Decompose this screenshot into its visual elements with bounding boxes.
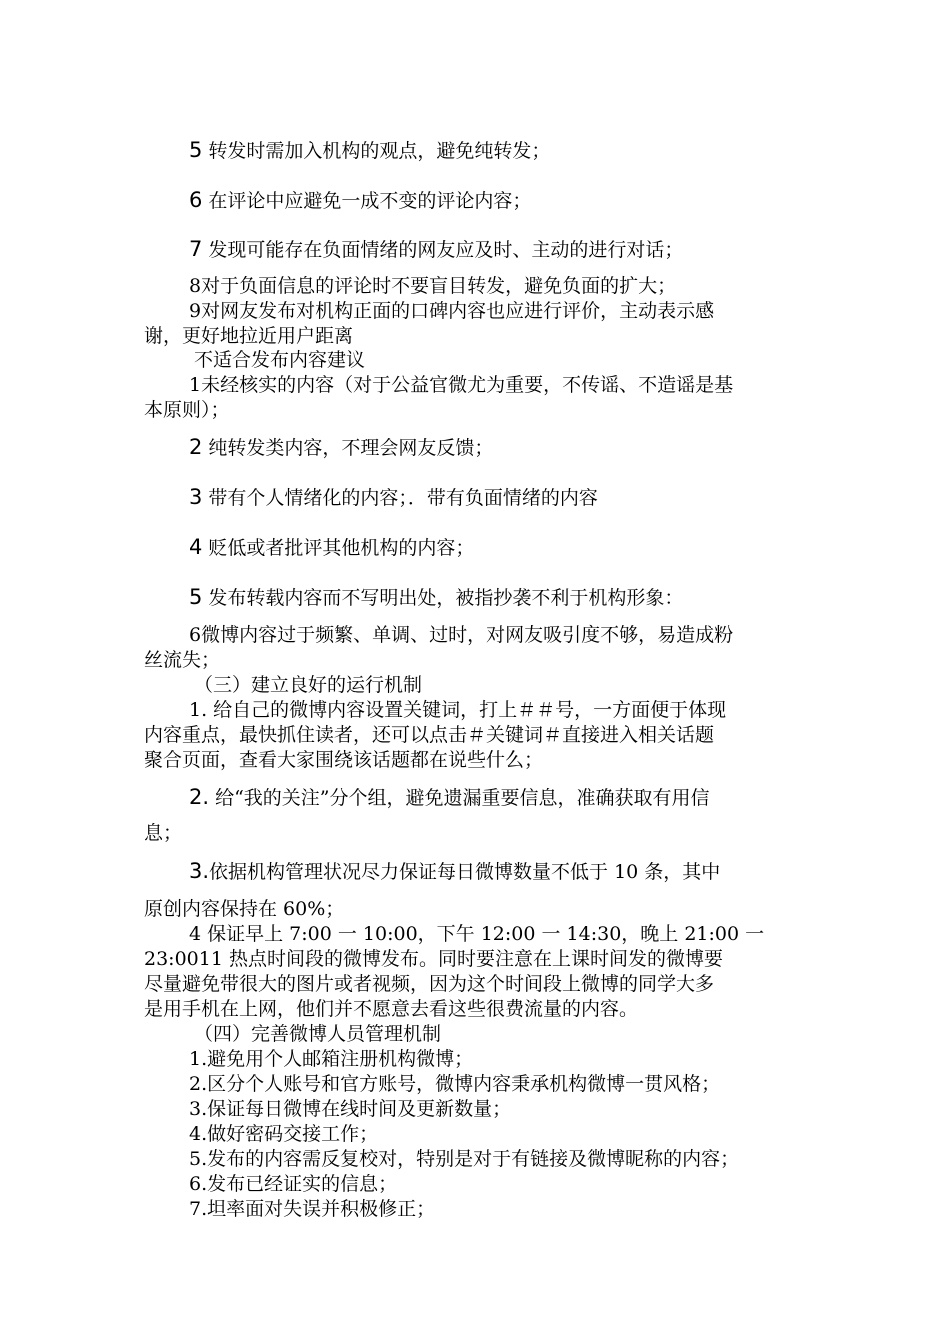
- text-line: 4 保证早上 7:00 一 10:00，下午 12:00 一 14:30，晚上 21:00 一: [189, 923, 765, 945]
- section-heading: （四）完善微博人员管理机制: [194, 1023, 442, 1045]
- list-item: 4.做好密码交接工作；: [189, 1123, 379, 1145]
- item-number: 2: [189, 435, 203, 459]
- list-item: 3.保证每日微博在线时间及更新数量；: [189, 1098, 512, 1120]
- item-number: 3.: [189, 859, 210, 883]
- text-line: 尽量避免带很大的图片或者视频，因为这个时间段上微博的同学大多: [144, 973, 715, 995]
- text-line: 6微博内容过于频繁、单调、过时，对网友吸引度不够，易造成粉: [189, 624, 734, 646]
- list-item: 5.发布的内容需反复校对，特别是对于有链接及微博昵称的内容；: [189, 1148, 740, 1170]
- list-item: 1.避免用个人邮箱注册机构微博；: [189, 1048, 474, 1070]
- text-line: 7 发现可能存在负面情绪的网友应及时、主动的进行对话；: [189, 237, 684, 261]
- text-line: 丝流失；: [144, 649, 221, 671]
- text-line: 8对于负面信息的评论时不要盲目转发，避免负面的扩大；: [189, 275, 677, 297]
- section-heading: （三）建立良好的运行机制: [194, 674, 423, 696]
- text-line: 4 贬低或者批评其他机构的内容；: [189, 535, 475, 559]
- list-item: 2.区分个人账号和官方账号，微博内容秉承机构微博一贯风格；: [189, 1073, 721, 1095]
- text-line: 2. 给“我的关注”分个组，避免遗漏重要信息，准确获取有用信: [189, 785, 710, 809]
- text-line: 5 发布转载内容而不写明出处，被指抄袭不利于机构形象：: [189, 585, 684, 609]
- text-line: 3 带有个人情绪化的内容；．带有负面情绪的内容: [189, 485, 598, 509]
- item-number: 3: [189, 485, 203, 509]
- text-line: 内容重点，最快抓住读者，还可以点击＃关键词＃直接进入相关话题: [144, 724, 715, 746]
- section-heading: 不适合发布内容建议: [194, 349, 366, 371]
- list-item: 6.发布已经证实的信息；: [189, 1173, 398, 1195]
- text-line: 3.依据机构管理状况尽力保证每日微博数量不低于 10 条，其中: [189, 859, 721, 883]
- text-line: 23:0011 热点时间段的微博发布。同时要注意在上课时间发的微博要: [144, 948, 723, 970]
- text-line: 原创内容保持在 60%；: [144, 898, 345, 920]
- text-line: 聚合页面，查看大家围绕该话题都在说些什么；: [144, 749, 544, 771]
- text-line: 息；: [144, 822, 183, 844]
- item-number: 5: [189, 138, 203, 162]
- text-line: 6 在评论中应避免一成不变的评论内容；: [189, 188, 532, 212]
- list-item: 7.坦率面对失误并积极修正；: [189, 1198, 436, 1220]
- text-line: 是用手机在上网，他们并不愿意去看这些很费流量的内容。: [144, 998, 639, 1020]
- text-line: 本原则）；: [144, 399, 230, 421]
- item-number: 6: [189, 188, 203, 212]
- item-number: 2.: [189, 785, 210, 809]
- text-line: 谢，更好地拉近用户距离: [144, 325, 354, 347]
- text-line: 2 纯转发类内容，不理会网友反馈；: [189, 435, 494, 459]
- item-number: 4: [189, 535, 203, 559]
- text-line: 5 转发时需加入机构的观点，避免纯转发；: [189, 138, 551, 162]
- text-line: 1未经核实的内容（对于公益官微尤为重要，不传谣、不造谣是基: [189, 374, 734, 396]
- text-line: 1. 给自己的微博内容设置关键词，打上＃＃号，一方面便于体现: [189, 699, 727, 721]
- text-line: 9对网友发布对机构正面的口碑内容也应进行评价，主动表示感: [189, 300, 715, 322]
- item-number: 5: [189, 585, 203, 609]
- item-number: 7: [189, 237, 203, 261]
